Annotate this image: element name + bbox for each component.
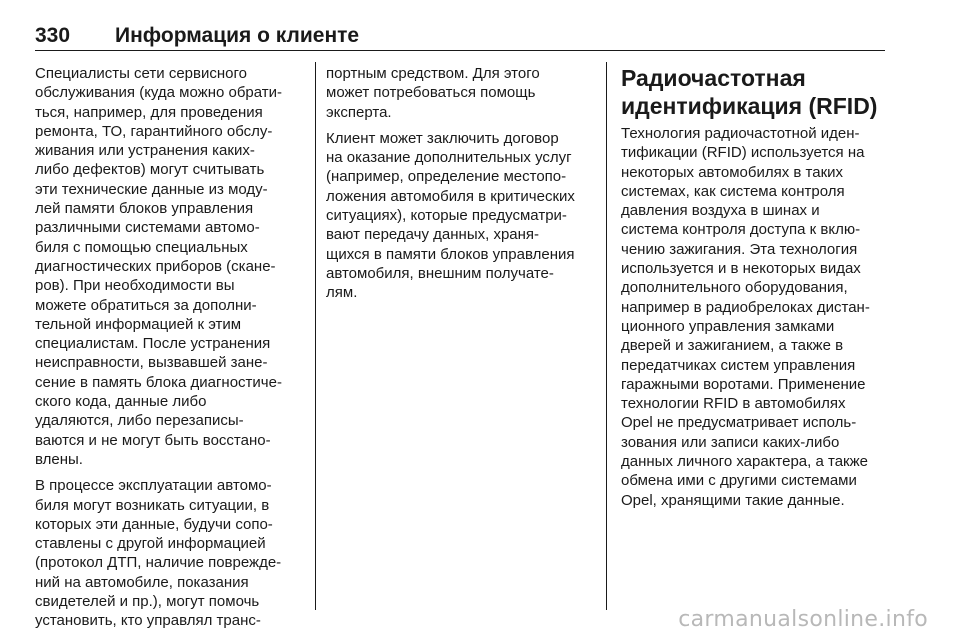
column-divider-left — [315, 62, 316, 610]
text-line: Технология радиочастотной иден- — [621, 125, 860, 142]
column-2 — [326, 64, 594, 310]
text-line: обмена ими с другими системами — [621, 472, 857, 490]
text-line: диагностических приборов (скане- — [35, 257, 276, 275]
text-line: ров). При необходимости вы — [35, 277, 235, 295]
paragraph — [621, 124, 886, 510]
text-line: идентификация (RFID) — [621, 93, 878, 119]
section-heading — [621, 64, 886, 120]
paragraph — [326, 64, 594, 122]
text-line: дверей и зажиганием, а также в — [621, 337, 844, 355]
page-title: Информация о клиенте — [115, 24, 360, 47]
text-line: портным средством. Для этого — [326, 65, 540, 82]
text-line: можете обратиться за дополни- — [35, 296, 257, 314]
text-line: сение в память блока диагностиче- — [35, 373, 282, 391]
text-line: автомобиля, внешним получате- — [326, 264, 554, 282]
text-line: которых эти данные, будучи сопо- — [35, 515, 273, 533]
text-line: системах, как система контроля — [621, 182, 845, 200]
text-line: давления воздуха в шинах и — [621, 202, 820, 220]
paragraph — [35, 476, 307, 630]
text-line: живания или устранения каких- — [35, 142, 255, 160]
text-line: ремонта, ТО, гарантийного обслу- — [35, 122, 273, 140]
text-line: Opel, хранящими такие данные. — [621, 491, 845, 509]
text-line: Opel не предусматривает исполь- — [621, 414, 857, 432]
text-line: дополнительного оборудования, — [621, 279, 848, 297]
text-line: различными системами автомо- — [35, 219, 260, 237]
text-line: зования или записи каких-либо — [621, 433, 840, 451]
text-line: ний на автомобиле, показания — [35, 573, 249, 591]
column-divider-right — [606, 62, 607, 610]
text-line: (протокол ДТП, наличие поврежде- — [35, 554, 282, 572]
text-line: лям. — [326, 284, 358, 302]
text-line: эти технические данные из моду- — [35, 180, 268, 198]
text-line: ться, например, для проведения — [35, 103, 263, 121]
text-line: тельной информацией к этим — [35, 315, 242, 333]
text-line: влены. — [35, 450, 83, 468]
text-line: гаражными воротами. Применение — [621, 375, 866, 393]
text-line: биля с помощью специальных — [35, 238, 248, 256]
text-line: установить, кто управлял транс- — [35, 612, 261, 630]
text-line: ложения автомобиля в критических — [326, 187, 575, 205]
text-line: Радиочастотная — [621, 65, 806, 91]
text-line: технологии RFID в автомобилях — [621, 395, 846, 413]
text-line: ского кода, данные либо — [35, 393, 207, 411]
column-3 — [621, 64, 886, 517]
text-line: некоторых автомобилях в таких — [621, 163, 844, 181]
text-line: лей памяти блоков управления — [35, 200, 254, 218]
text-line: на оказание дополнительных услуг — [326, 149, 572, 167]
text-line: ставлены с другой информацией — [35, 535, 266, 553]
text-line: ционного управления замками — [621, 317, 835, 335]
text-line: чению зажигания. Эта технология — [621, 240, 858, 258]
text-line: система контроля доступа к вклю- — [621, 221, 861, 239]
text-line: свидетелей и пр.), могут помочь — [35, 593, 260, 611]
watermark: carmanualsonline.info — [678, 607, 928, 632]
paragraph — [326, 129, 594, 303]
text-line: передатчиках систем управления — [621, 356, 856, 374]
text-line: В процессе эксплуатации автомо- — [35, 477, 272, 495]
page-header — [35, 16, 885, 52]
text-line: может потребоваться помощь — [326, 84, 536, 102]
column-1 — [35, 64, 307, 638]
text-line: используется и в некоторых видах — [621, 260, 861, 278]
text-line: ваются и не могут быть восстано- — [35, 431, 271, 449]
text-line: (например, определение местопо- — [326, 168, 567, 186]
text-line: вают передачу данных, храня- — [326, 226, 540, 244]
text-line: щихся в памяти блоков управления — [326, 245, 575, 263]
text-line: обслуживания (куда можно обрати- — [35, 84, 283, 102]
text-line: ситуациях), которые предусматри- — [326, 207, 567, 225]
text-line: данных личного характера, а также — [621, 453, 868, 471]
text-line: Клиент может заключить договор — [326, 129, 559, 147]
text-line: например в радиобрелоках дистан- — [621, 298, 870, 316]
page-number: 330 — [35, 24, 71, 47]
text-line: Специалисты сети сервисного — [35, 65, 247, 82]
text-line: тификации (RFID) используется на — [621, 144, 865, 162]
text-line: эксперта. — [326, 103, 392, 121]
header-divider — [35, 50, 885, 51]
paragraph — [35, 64, 307, 469]
text-line: специалистам. После устранения — [35, 335, 271, 353]
text-line: неисправности, вызвавшей зане- — [35, 354, 268, 372]
text-line: либо дефектов) могут считывать — [35, 161, 265, 179]
text-line: удаляются, либо перезаписы- — [35, 412, 244, 430]
text-line: биля могут возникать ситуации, в — [35, 496, 270, 514]
